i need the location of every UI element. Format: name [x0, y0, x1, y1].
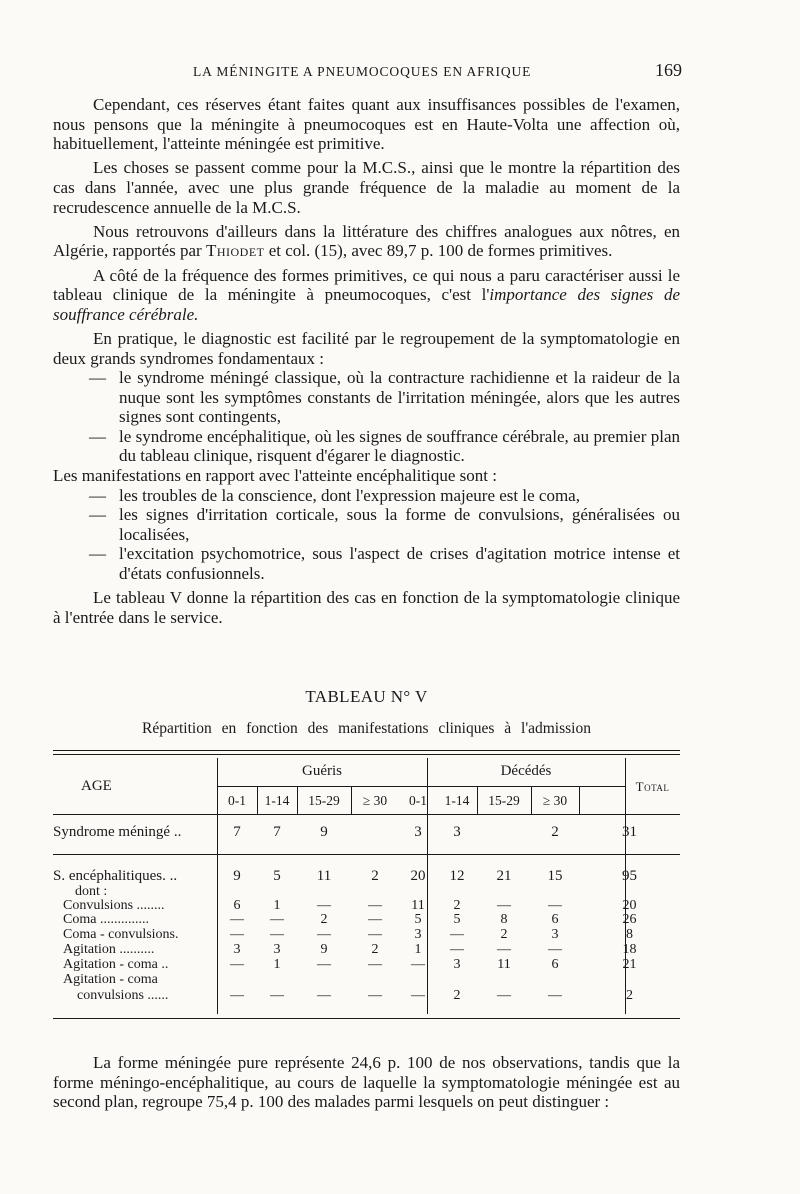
table-cell: 9 [320, 824, 328, 840]
paragraph [53, 222, 680, 261]
table-rule [53, 1018, 680, 1019]
table-cell: 1 [273, 957, 281, 972]
table-cell: 3 [453, 957, 461, 972]
header-total: Total [635, 779, 670, 794]
paragraph: La forme méningée pure représente 24,6 p. 100 de nos observations, tandis que la forme méningo-encéphalitique, au cours de laquelle la symptomatologie méningée est au second plan, regroupe 75,4 p. 100 des malades parmi lesquels on peut distinguer : [53, 1053, 680, 1112]
closing-paragraph [53, 1053, 680, 1112]
table-cell: 6 [551, 912, 559, 927]
table-cell: 5 [273, 868, 281, 884]
table-cell: — [548, 988, 562, 1003]
total-cell: 31 [622, 824, 637, 840]
table-cell: 11 [316, 868, 332, 884]
dash-bullet: — [89, 368, 106, 388]
table-cell: 3 [233, 942, 241, 957]
list-item-text: le syndrome encéphalitique, où les signes de souffrance cérébrale, au premier plan du tableau clinique, risquent d'égarer le diagnostic. [119, 426, 680, 466]
table-cell: 15 [547, 868, 563, 884]
table-cell: 12 [449, 868, 465, 884]
author-name: Thiodet [205, 241, 265, 261]
total-cell: 8 [626, 927, 633, 942]
row-label: convulsions ...... [77, 988, 169, 1003]
table-cell: 1 [414, 942, 422, 957]
emphasis: importance des signes de souffrance cérébrale. [53, 285, 680, 324]
list-item-text: le syndrome méningé classique, où la contracture rachidienne et la raideur de la nuque sont les symptômes constants de l'irritation méningée, alors que les autres signes sont contingents, [119, 368, 680, 427]
age-band-header: ≥ 30 [362, 793, 388, 808]
table-cell: — [317, 957, 331, 972]
paragraph: Le tableau V donne la répartition des cas en fonction de la symptomatologie clinique à l'entrée dans le service. [53, 588, 680, 627]
table-cell: 6 [551, 957, 559, 972]
body-text [53, 95, 680, 627]
age-band-header: 15-29 [308, 793, 340, 808]
total-cell: 18 [622, 942, 637, 957]
table-cell: 3 [551, 927, 559, 942]
header-age: AGE [81, 778, 112, 794]
table-cell: — [230, 957, 244, 972]
total-cell: 26 [622, 912, 637, 927]
table-cell: 11 [411, 898, 425, 913]
table-cell: 1 [273, 898, 281, 913]
table-cell: 2 [371, 942, 379, 957]
list-item [53, 505, 680, 544]
table-cell: — [368, 988, 382, 1003]
table-title: TABLEAU N° V [305, 687, 428, 706]
table-cell: 20 [410, 868, 426, 884]
list-item-text: les troubles de la conscience, dont l'expression majeure est le coma, [119, 485, 580, 505]
table-cell: — [368, 912, 382, 927]
age-band-header: 0-1 [409, 793, 427, 808]
paragraph [53, 266, 680, 325]
dash-bullet: — [89, 544, 106, 564]
list-item [53, 486, 680, 506]
total-cell: 20 [622, 898, 637, 913]
table-cell: — [230, 927, 244, 942]
table-cell: 9 [320, 942, 328, 957]
age-band-header: 1-14 [444, 793, 470, 808]
table-rule [217, 786, 625, 787]
table-rule [53, 814, 680, 815]
list-item-text: l'excitation psychomotrice, sous l'aspect de crises d'agitation motrice intense et d'états confusionnels. [119, 544, 680, 584]
list-item [53, 544, 680, 583]
table-cell: — [270, 927, 284, 942]
table-cell: 11 [497, 957, 511, 972]
row-label: Agitation - coma [63, 972, 158, 987]
table-cell: 2 [371, 868, 379, 884]
age-band-header: 15-29 [488, 793, 520, 808]
list-item-text: les signes d'irritation corticale, sous la forme de convulsions, généralisées ou localisées, [119, 505, 680, 544]
total-cell: 2 [626, 988, 633, 1003]
table-cell: 7 [273, 824, 281, 840]
table-cell: — [497, 942, 511, 957]
table-cell: 2 [500, 927, 508, 942]
table-cell: 5 [453, 912, 461, 927]
table-cell: — [317, 988, 331, 1003]
running-title: LA MÉNINGITE A PNEUMOCOQUES EN AFRIQUE [193, 64, 532, 79]
row-label: Coma - convulsions. [63, 927, 179, 942]
table-column-rule [579, 786, 580, 814]
table-cell: — [411, 957, 425, 972]
table-cell: — [548, 942, 562, 957]
page-number: 169 [655, 60, 682, 80]
table-cell: — [497, 898, 511, 913]
paragraph: Cependant, ces réserves étant faites quant aux insuffisances possibles de l'examen, nous pensons que la méningite à pneumocoques est en Haute-Volta une affection où, habituellement, l'atteinte méningée est primitive. [53, 95, 680, 154]
table-cell: 8 [500, 912, 508, 927]
table-cell: — [450, 927, 464, 942]
table-cell: 7 [233, 824, 241, 840]
table-cell: — [368, 898, 382, 913]
table-cell: 2 [453, 898, 461, 913]
age-band-header: ≥ 30 [542, 793, 568, 808]
table-cell: — [317, 927, 331, 942]
dash-bullet: — [89, 485, 106, 505]
group-gueris: Guéris [302, 763, 342, 779]
table-cell: 2 [320, 912, 328, 927]
table-cell: 3 [453, 824, 461, 840]
table-cell: — [497, 988, 511, 1003]
table-cell: 9 [233, 868, 241, 884]
table-cell: 6 [233, 898, 241, 913]
table-cell: — [548, 898, 562, 913]
table-cell: — [230, 988, 244, 1003]
age-band-header: 0-1 [228, 793, 246, 808]
row-label: Agitation - coma .. [63, 957, 169, 972]
list-item [53, 427, 680, 466]
table-cell: 5 [414, 912, 422, 927]
table-caption: Répartition en fonction des manifestations cliniques à l'admission [141, 720, 591, 737]
row-label: Coma .............. [63, 912, 149, 927]
row-label: dont : [75, 884, 108, 899]
dash-bullet: — [89, 426, 106, 446]
table-cell: 3 [273, 942, 281, 957]
text-run: Nous retrouvons d'ailleurs dans la littérature des chiffres analogues aux nôtres, en Algérie, rapportés par [53, 221, 680, 261]
text-run: et col. (15), avec 89,7 p. 100 de formes primitives. [268, 241, 613, 261]
paragraph: En pratique, le diagnostic est facilité par le regroupement de la symptomatologie en deux grands syndromes fondamentaux : [53, 328, 680, 368]
table-rule [53, 750, 680, 751]
table-cell: 2 [551, 824, 559, 840]
table-cell: 3 [414, 927, 422, 942]
list-item [53, 368, 680, 427]
row-label: Agitation .......... [63, 942, 155, 957]
table-cell: — [270, 988, 284, 1003]
paragraph: Les manifestations en rapport avec l'atteinte encéphalitique sont : [53, 466, 497, 486]
row-label: S. encéphalitiques. .. [53, 868, 178, 884]
table-cell: 3 [414, 824, 422, 840]
table-cell: — [317, 898, 331, 913]
dash-bullet: — [89, 505, 106, 525]
paragraph: Les choses se passent comme pour la M.C.S., ainsi que le montre la répartition des cas dans l'année, avec une plus grande fréquence de la maladie au moment de la recrudescence annuelle de la M.C.S. [53, 158, 680, 217]
table-cell: 2 [453, 988, 461, 1003]
table-cell: — [411, 988, 425, 1003]
row-label: Syndrome méningé .. [53, 824, 182, 840]
table-cell: — [230, 912, 244, 927]
running-head [53, 62, 682, 84]
text-run: A côté de la fréquence des formes primitives, ce qui nous a paru caractériser aussi le tableau clinique de la méningite à pneumocoques, c'est l' [53, 265, 680, 305]
total-cell: 21 [622, 957, 637, 972]
row-label: Convulsions ........ [63, 898, 165, 913]
table-cell: 21 [496, 868, 512, 884]
age-band-header: 1-14 [264, 793, 290, 808]
group-decedes: Décédés [500, 763, 552, 779]
table-cell: — [368, 957, 382, 972]
table-cell: — [368, 927, 382, 942]
table-cell: — [270, 912, 284, 927]
data-table [53, 750, 680, 1025]
total-cell: 95 [622, 868, 637, 884]
table-cell: — [450, 942, 464, 957]
table-rule [53, 854, 680, 855]
table-rule [53, 754, 680, 755]
